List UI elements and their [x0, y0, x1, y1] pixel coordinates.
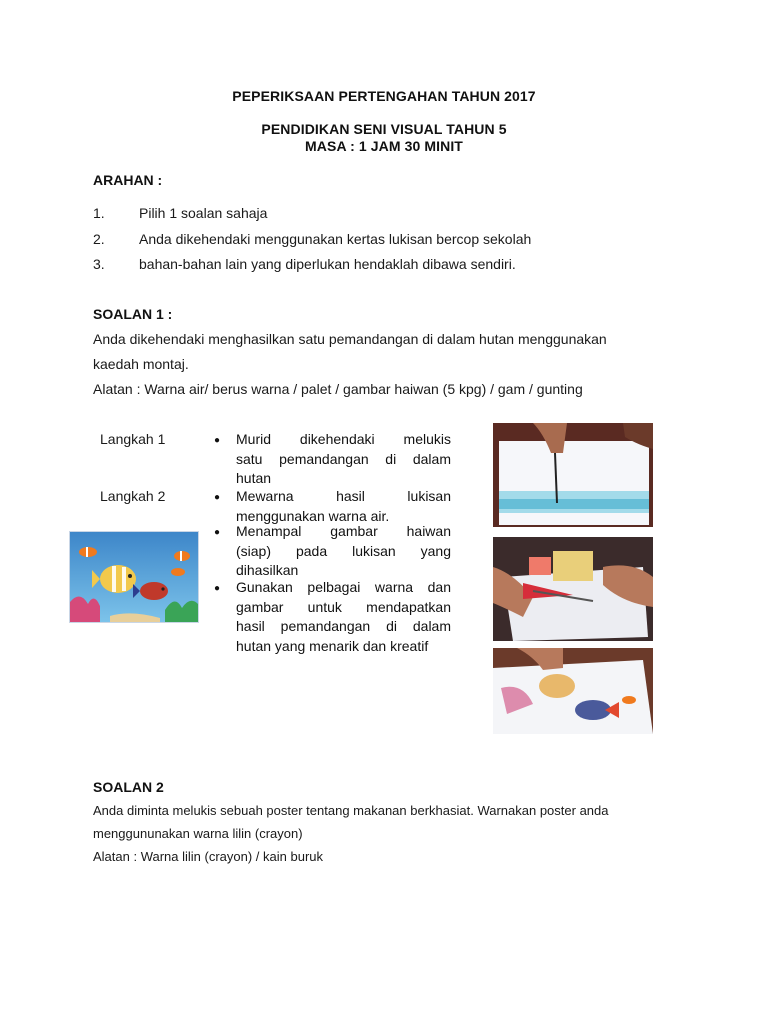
bullet-icon: ●: [214, 435, 221, 446]
bullet-icon: ●: [214, 492, 221, 503]
soalan1-desc-line2: kaedah montaj.: [93, 356, 189, 372]
exam-title: PEPERIKSAAN PERTENGAHAN TAHUN 2017: [232, 88, 536, 104]
bullet-line: Gunakan pelbagai warna dan: [236, 579, 451, 595]
item-number: 2.: [93, 231, 105, 247]
soalan2-desc-line2: menggununakan warna lilin (crayon): [93, 826, 303, 841]
pasting-fish-photo: [493, 648, 653, 734]
bullet-line: Murid dikehendaki melukis: [236, 431, 451, 447]
soalan2-heading: SOALAN 2: [93, 779, 164, 795]
arahan-heading: ARAHAN :: [93, 172, 163, 188]
bullet-line: (siap) pada lukisan yang: [236, 542, 451, 559]
item-text: bahan-bahan lain yang diperlukan hendaklah dibawa sendiri.: [139, 256, 516, 272]
bullet-line: satu pemandangan di dalam: [236, 450, 451, 467]
step2-label: Langkah 2: [100, 488, 166, 504]
fish-montage-image: [69, 531, 199, 623]
bullet-line: Menampal gambar haiwan: [236, 523, 451, 539]
arahan-item: [0, 231, 768, 251]
item-text: Pilih 1 soalan sahaja: [139, 205, 268, 221]
bullet-line: hutan: [236, 470, 272, 486]
item-number: 1.: [93, 205, 105, 221]
bullet-line: hasil pemandangan di dalam: [236, 618, 451, 634]
bullet-line: dihasilkan: [236, 562, 299, 578]
bullet-icon: ●: [214, 527, 221, 538]
duration: MASA : 1 JAM 30 MINIT: [305, 138, 463, 154]
cutting-with-scissors-photo: [493, 537, 653, 641]
soalan1-tools: Alatan : Warna air/ berus warna / palet / gambar haiwan (5 kpg) / gam / gunting: [93, 381, 583, 397]
item-number: 3.: [93, 256, 105, 272]
bullet-line: menggunakan warna air.: [236, 507, 390, 524]
painting-with-brush-photo: [493, 423, 653, 527]
arahan-item: [0, 256, 768, 276]
soalan2-desc-line1: Anda diminta melukis sebuah poster tentang makanan berkhasiat. Warnakan poster anda: [93, 803, 609, 818]
arahan-item: [0, 205, 768, 225]
bullet-line: gambar untuk mendapatkan: [236, 598, 451, 615]
step-bullet-3: [236, 522, 451, 581]
step-bullet-4: [236, 578, 451, 656]
step1-label: Langkah 1: [100, 431, 166, 447]
bullet-line: Mewarna hasil lukisan: [236, 488, 451, 504]
step-bullet-2: [236, 487, 451, 526]
item-text: Anda dikehendaki menggunakan kertas lukisan bercop sekolah: [139, 231, 532, 247]
bullet-line: hutan yang menarik dan kreatif: [236, 637, 429, 654]
soalan1-heading: SOALAN 1 :: [93, 306, 173, 322]
step-bullet-1: [236, 430, 451, 489]
soalan2-tools: Alatan : Warna lilin (crayon) / kain buruk: [93, 849, 324, 864]
soalan1-desc-line1: Anda dikehendaki menghasilkan satu pemandangan di dalam hutan menggunakan: [93, 331, 607, 347]
bullet-icon: ●: [214, 583, 221, 594]
subject-title: PENDIDIKAN SENI VISUAL TAHUN 5: [261, 121, 507, 137]
